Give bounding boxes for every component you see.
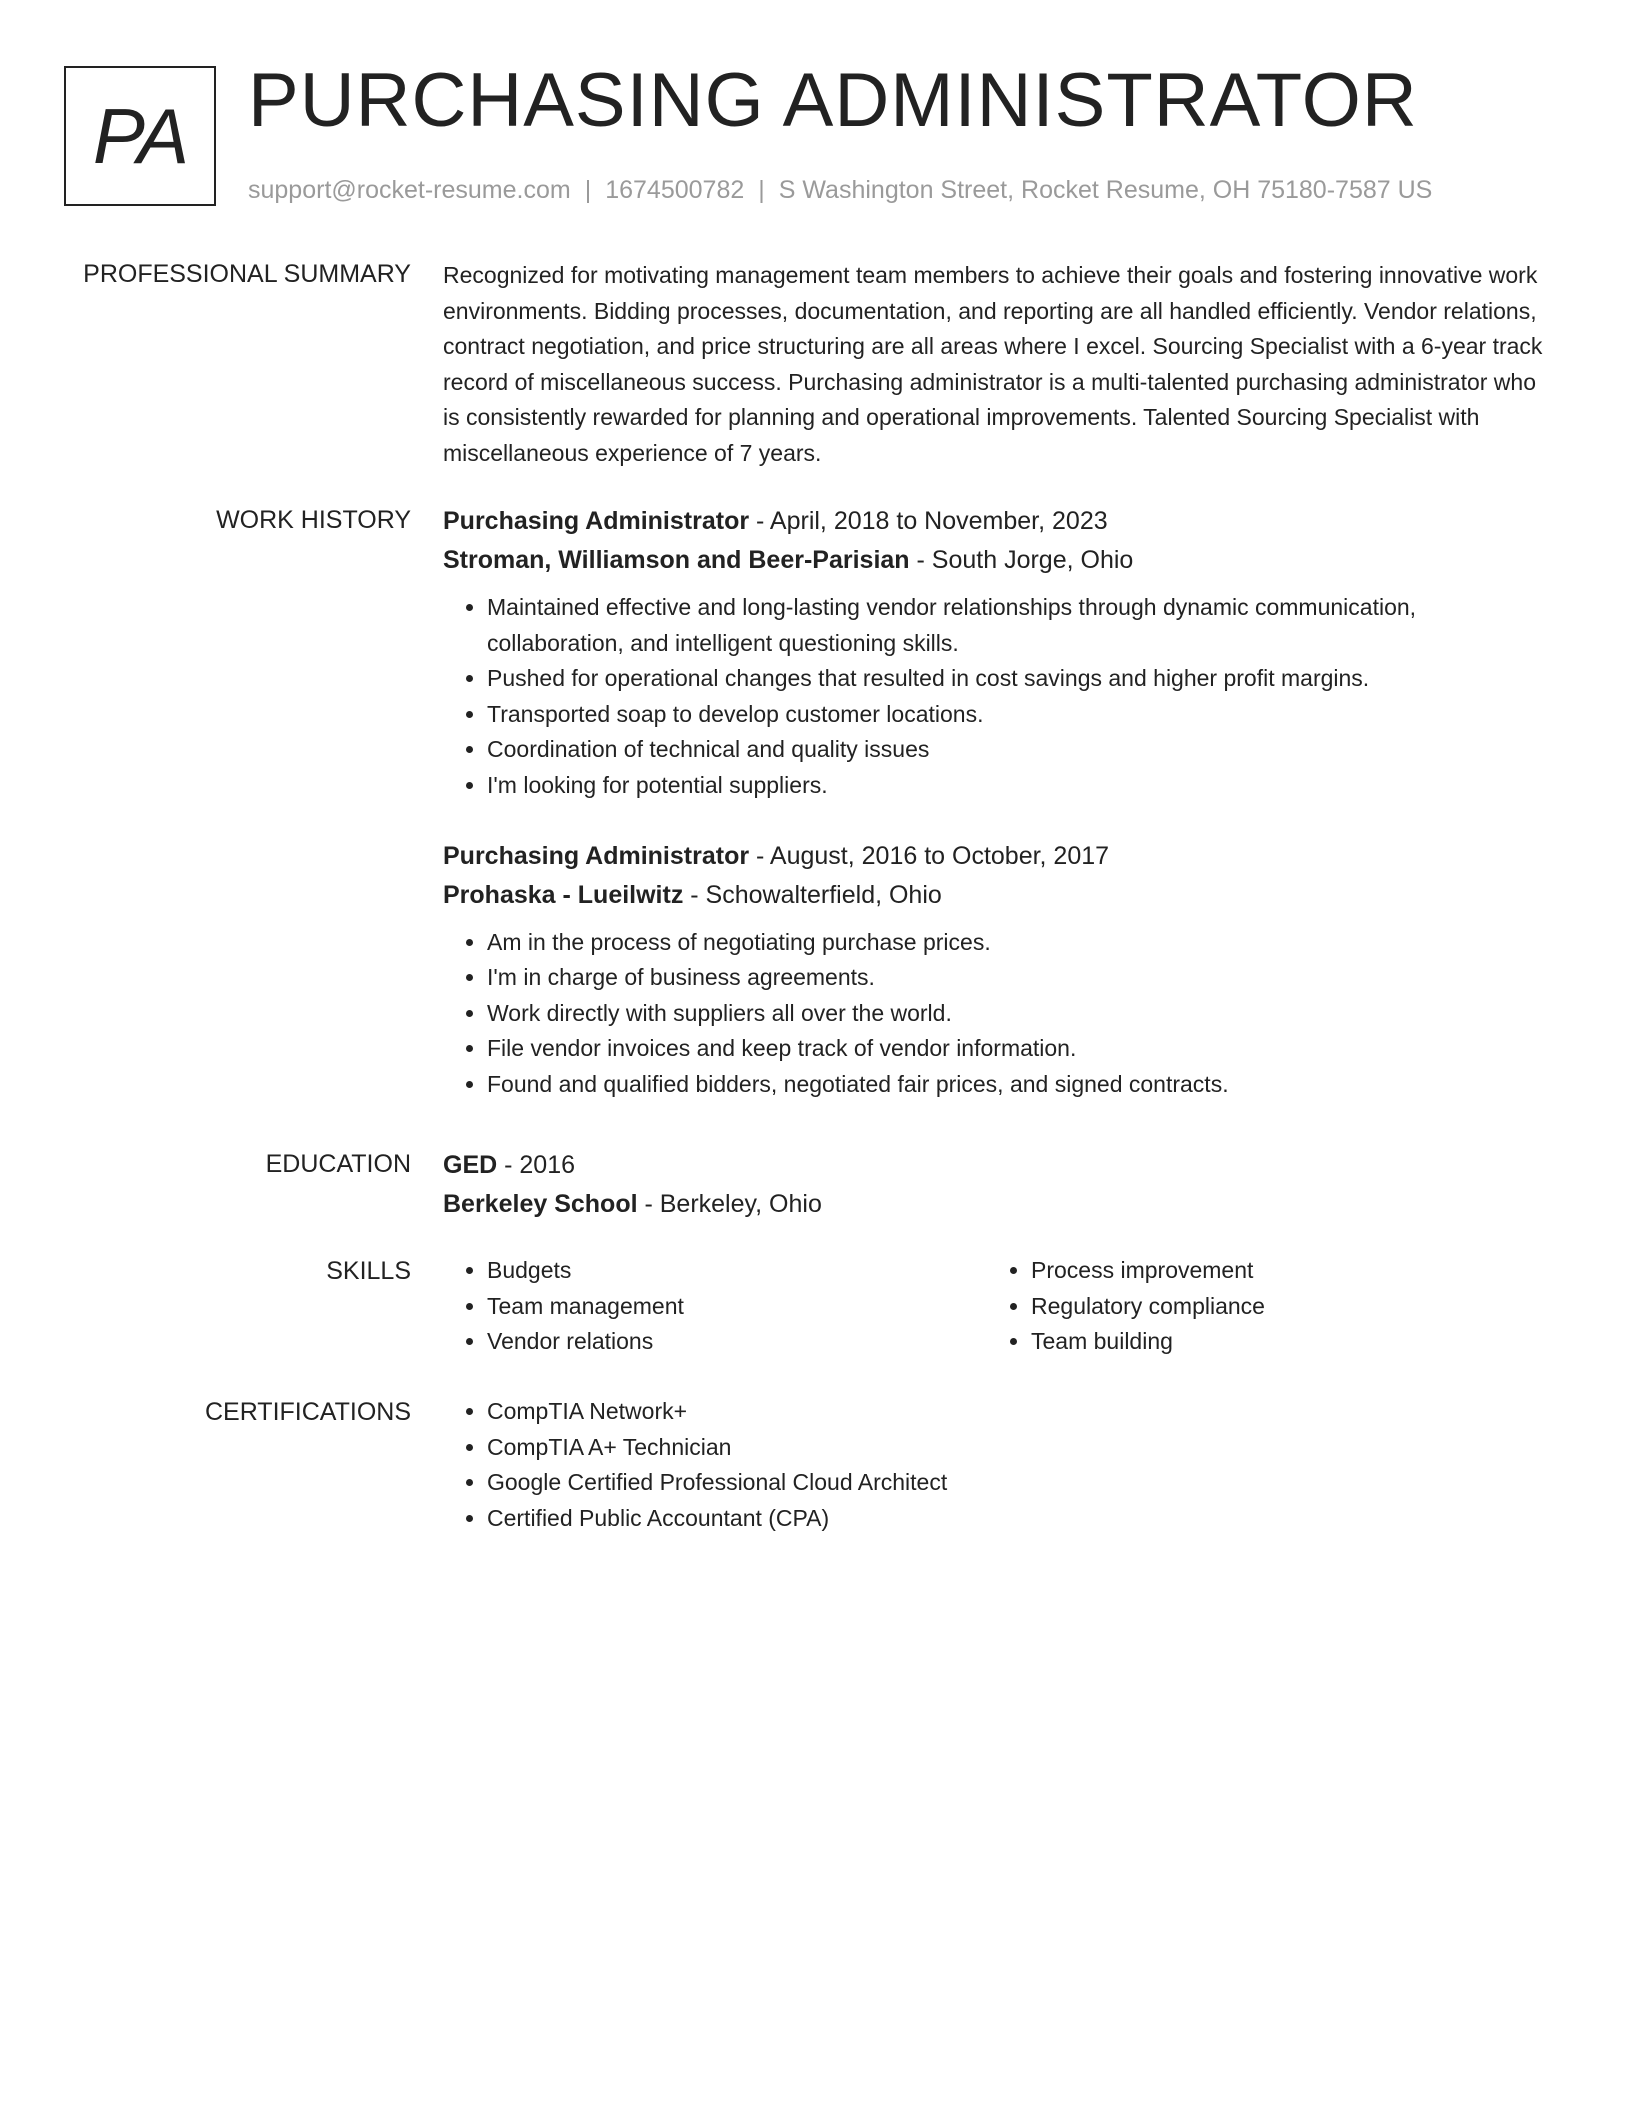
section-label-summary: PROFESSIONAL SUMMARY	[83, 260, 411, 288]
education-location: - Berkeley, Ohio	[637, 1190, 822, 1218]
certification-item: • CompTIA Network+	[487, 1394, 1543, 1430]
job-bullet: • Coordination of technical and quality issues	[487, 732, 1543, 768]
job-title-line	[443, 837, 1543, 876]
job-dates: - August, 2016 to October, 2017	[749, 841, 1110, 870]
education-school: Berkeley School	[443, 1190, 638, 1218]
skill-item: • Regulatory compliance	[1031, 1289, 1531, 1325]
skills-grid	[443, 1253, 1543, 1360]
job-bullet: • Pushed for operational changes that resulted in cost savings and higher profit margins.	[487, 661, 1543, 697]
job-location: - Schowalterfield, Ohio	[683, 880, 942, 909]
job-bullet: • Work directly with suppliers all over the world.	[487, 996, 1543, 1032]
job-title-line	[443, 502, 1543, 541]
education-year: - 2016	[497, 1151, 576, 1179]
certification-item: • Google Certified Professional Cloud Architect	[487, 1465, 1543, 1501]
job-bullet: • File vendor invoices and keep track of vendor information.	[487, 1031, 1543, 1067]
skills-column-left	[443, 1253, 987, 1360]
skill-item: • Team building	[1031, 1324, 1531, 1360]
section-label-certifications: CERTIFICATIONS	[204, 1398, 411, 1426]
certification-list	[443, 1394, 1543, 1536]
work-content	[443, 502, 1543, 1103]
job-entry	[443, 502, 1543, 804]
job-bullet: • Found and qualified bidders, negotiated fair prices, and signed contracts.	[487, 1067, 1543, 1103]
summary-content	[443, 258, 1543, 472]
education-school-line	[443, 1185, 1543, 1224]
job-company-line	[443, 876, 1543, 915]
job-bullet: • Maintained effective and long-lasting vendor relationships through dynamic communication, collaboration, and intelligent questioning skills.	[487, 590, 1543, 661]
summary-text: Recognized for motivating management team members to achieve their goals and fostering innovative work environments. Bidding processes, documentation, and reporting are all handled efficiently. Vendor relations, contract negotiation, and price structuring are all areas where I excel. Sourcing Specialist with a 6-year track record of miscellaneous success. Purchasing administrator is a multi-talented purchasing administrator who is consistently rewarded for planning and operational improvements. Talented Sourcing Specialist with miscellaneous experience of 7 years.	[443, 262, 1543, 466]
job-bullet: • Transported soap to develop customer locations.	[487, 697, 1543, 733]
section-label-skills: SKILLS	[326, 1257, 411, 1285]
contact-phone: 1674500782	[605, 176, 745, 204]
skill-item: • Budgets	[487, 1253, 987, 1289]
certification-item: • CompTIA A+ Technician	[487, 1430, 1543, 1466]
skill-item: • Vendor relations	[487, 1324, 987, 1360]
job-location: - South Jorge, Ohio	[909, 546, 1134, 574]
education-degree-line	[443, 1146, 1543, 1185]
skill-item: • Process improvement	[1031, 1253, 1531, 1289]
education-content	[443, 1146, 1543, 1224]
certification-item: • Certified Public Accountant (CPA)	[487, 1501, 1543, 1537]
job-company-line	[443, 541, 1543, 580]
contact-separator: |	[584, 176, 592, 204]
job-company: Stroman, Williamson and Beer-Parisian	[443, 546, 910, 574]
contact-line	[248, 174, 1432, 206]
section-label-education: EDUCATION	[265, 1150, 411, 1178]
job-title: Purchasing Administrator	[443, 841, 750, 870]
skills-column-right	[987, 1253, 1531, 1360]
job-bullets	[443, 590, 1543, 804]
job-bullet: • Am in the process of negotiating purchase prices.	[487, 925, 1543, 961]
contact-email[interactable]: support@rocket-resume.com	[248, 176, 571, 204]
job-dates: - April, 2018 to November, 2023	[749, 507, 1108, 535]
job-entry	[443, 837, 1543, 1103]
job-bullet: • I'm in charge of business agreements.	[487, 960, 1543, 996]
contact-address: S Washington Street, Rocket Resume, OH 75180-7587 US	[778, 176, 1433, 204]
contact-separator: |	[758, 176, 765, 204]
skill-item: • Team management	[487, 1289, 987, 1325]
education-degree: GED	[443, 1151, 498, 1179]
section-label-work: WORK HISTORY	[216, 506, 411, 534]
certifications-content	[443, 1394, 1543, 1536]
job-title: Purchasing Administrator	[443, 507, 750, 535]
resume-name: PURCHASING ADMINISTRATOR	[248, 58, 1418, 143]
job-company: Prohaska - Lueilwitz	[443, 880, 684, 909]
job-bullets	[443, 925, 1543, 1103]
monogram-logo: PA	[64, 66, 216, 206]
job-bullet: • I'm looking for potential suppliers.	[487, 768, 1543, 804]
